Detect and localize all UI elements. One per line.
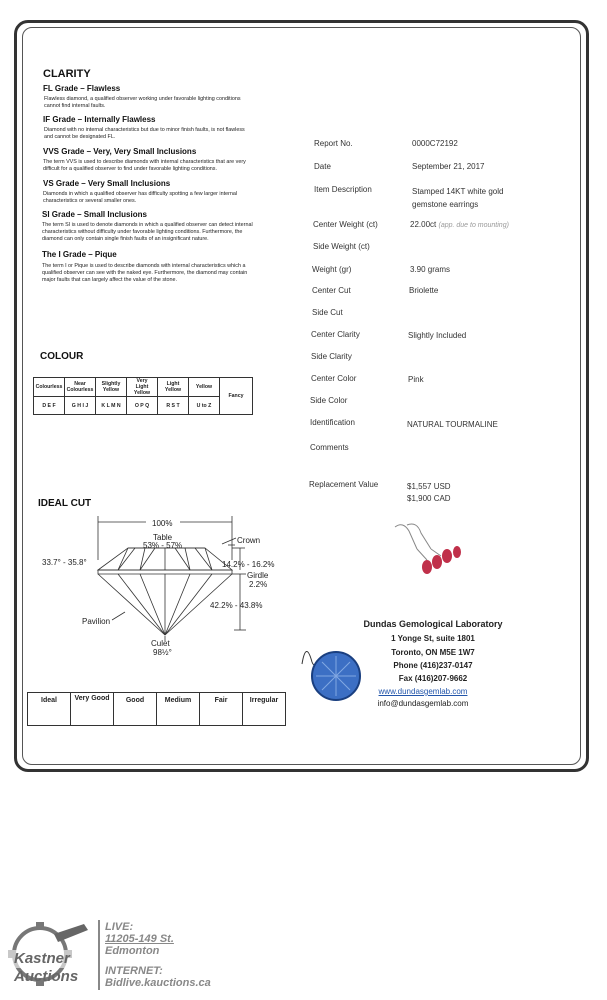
colour-title: COLOUR	[40, 351, 84, 362]
lab-fax: Fax (416)207-9662	[398, 674, 468, 683]
cut-grade-irregular: Irregular	[243, 693, 286, 726]
clarity-grade-vs: VS Grade – Very Small Inclusions	[43, 179, 171, 188]
table-label: Table	[153, 533, 173, 542]
earrings-photo	[385, 522, 475, 582]
center-weight-label: Center Weight (ct)	[313, 220, 378, 229]
lab-address-1: 1 Yonge St, suite 1801	[391, 634, 475, 643]
live-address: 11205-149 St.	[105, 933, 174, 945]
date-label: Date	[314, 162, 331, 171]
side-cut-label: Side Cut	[312, 308, 343, 317]
clarity-desc-vvs: The term VVS is used to describe diamonds with internal characteristics that are very difficult for a qualified observer to find under favorable lighting conditions.	[43, 159, 246, 172]
center-cut-label: Center Cut	[312, 286, 351, 295]
colour-header-fancy: Fancy	[220, 378, 253, 415]
center-color-value: Pink	[408, 375, 424, 384]
girdle-pct-label: 2.2%	[249, 580, 268, 589]
center-color-label: Center Color	[311, 374, 357, 383]
internet-site-link[interactable]: Bidlive.kauctions.ca	[105, 977, 211, 989]
clarity-grade-si: SI Grade – Small Inclusions	[42, 210, 147, 219]
colour-header-light-yellow: Light Yellow	[158, 378, 189, 397]
clarity-desc-vs: Diamonds in which a qualified observer has difficulty spotting a few larger internal characteristics or several smaller ones.	[43, 191, 238, 204]
weight-gr-value: 3.90 grams	[410, 265, 451, 274]
cut-grade-table	[27, 692, 286, 726]
gavel-icon	[54, 924, 88, 942]
crown-label: Crown	[237, 536, 261, 545]
clarity-desc-fl: Flawless diamond, a qualified observer working under favorable lighting conditions cannot find internal faults.	[44, 96, 241, 109]
clarity-grade-fl: FL Grade – Flawless	[43, 84, 121, 93]
crown-height-label: 14.2% - 16.2%	[222, 560, 275, 569]
internet-label: INTERNET:	[105, 965, 163, 977]
hologram-seal	[298, 636, 368, 708]
identification-value: NATURAL TOURMALINE	[407, 420, 498, 429]
clarity-desc-si: The term SI is used to denote diamonds in which a qualified observer can detect internal characteristics without difficulty under favorable lighting conditions. Furthermore, the diamond can only contain single finish faults of an insignificant nature.	[42, 222, 253, 242]
weight-gr-label: Weight (gr)	[312, 265, 352, 274]
culet-label: Culet	[151, 639, 170, 648]
girdle-label: Girdle	[247, 571, 269, 580]
cut-grade-medium: Medium	[157, 693, 200, 726]
colour-header-colourless: Colourless	[34, 378, 65, 397]
diamond-girdle	[98, 570, 232, 574]
colour-code: D E F	[34, 397, 65, 415]
live-label: LIVE:	[105, 921, 134, 933]
colour-code: R S T	[158, 397, 189, 415]
report-no-value: 0000C72192	[412, 139, 458, 148]
side-weight-label: Side Weight (ct)	[313, 242, 370, 251]
cut-grade-very-good: Very Good	[71, 693, 114, 726]
identification-label: Identification	[310, 418, 355, 427]
lab-address-2: Toronto, ON M5E 1W7	[391, 648, 475, 657]
lab-name: Dundas Gemological Laboratory	[363, 619, 503, 629]
center-cut-value: Briolette	[409, 286, 439, 295]
colour-header-slightly-yellow: Slightly Yellow	[96, 378, 127, 397]
center-clarity-value: Slightly Included	[408, 331, 467, 340]
report-no-label: Report No.	[314, 139, 353, 148]
center-weight-note: (app. due to mounting)	[438, 222, 509, 229]
live-city: Edmonton	[105, 945, 160, 957]
colour-code: U to Z	[189, 397, 220, 415]
kastner-brand-top: Kastner	[14, 950, 70, 967]
culet-pct-label: 98½°	[153, 648, 172, 657]
cut-grade-fair: Fair	[200, 693, 243, 726]
pavilion-depth-label: 42.2% - 43.8%	[210, 601, 263, 610]
colour-header-yellow: Yellow	[189, 378, 220, 397]
colour-code: K L M N	[96, 397, 127, 415]
clarity-grade-vvs: VVS Grade – Very, Very Small Inclusions	[43, 147, 197, 156]
side-color-label: Side Color	[310, 396, 348, 405]
item-description-label: Item Description	[314, 185, 372, 194]
colour-code: O P Q	[127, 397, 158, 415]
clarity-grade-pique: The I Grade – Pique	[42, 250, 117, 259]
replacement-value: $1,557 USD $1,900 CAD	[407, 482, 451, 503]
gem-3	[442, 549, 452, 563]
footer-divider	[98, 920, 100, 990]
earring-hook-right	[407, 524, 431, 549]
center-clarity-label: Center Clarity	[311, 330, 360, 339]
kastner-brand-bottom: Auctions	[14, 968, 79, 985]
center-weight-value: 22.00ct (app. due to mounting)	[410, 220, 509, 229]
cut-grade-ideal: Ideal	[28, 693, 71, 726]
lab-email: info@dundasgemlab.com	[377, 699, 469, 708]
ideal-cut-title: IDEAL CUT	[38, 498, 92, 509]
crown-angle-label: 33.7° - 35.8°	[42, 558, 87, 567]
table-pct-label: 53% - 57%	[143, 541, 183, 550]
gem-2	[432, 555, 442, 569]
item-description-value: Stamped 14KT white gold gemstone earrings	[412, 187, 504, 209]
earring-hook-left	[395, 525, 417, 549]
lab-phone: Phone (416)237-0147	[393, 661, 473, 670]
comments-label: Comments	[310, 443, 349, 452]
cut-grade-good: Good	[114, 693, 157, 726]
clarity-title: CLARITY	[43, 68, 91, 80]
pavilion-label: Pavilion	[82, 617, 111, 626]
date-value: September 21, 2017	[412, 162, 485, 171]
replacement-value-label: Replacement Value	[309, 480, 379, 489]
gem-4	[453, 546, 461, 558]
clarity-desc-pique: The term I or Pique is used to describe diamonds with internal characteristics which a qualified observer can see with the naked eye. Furthermore, the diamond may contain major faults that can largely affect the value of the stone.	[42, 263, 248, 283]
colour-header-very-light-yellow: Very Light Yellow	[127, 378, 158, 397]
side-clarity-label: Side Clarity	[311, 352, 352, 361]
colour-header-near-colourless: Near Colourless	[65, 378, 96, 397]
lab-website-link[interactable]: www.dundasgemlab.com	[378, 687, 468, 696]
clarity-grade-if: IF Grade – Internally Flawless	[43, 115, 156, 124]
colour-code: G H I J	[65, 397, 96, 415]
clarity-desc-if: Diamond with no internal characteristics but due to minor finish faults, is not flawless and cannot be designated FL.	[44, 127, 245, 140]
gem-1	[422, 560, 432, 574]
width-label: 100%	[152, 519, 173, 528]
